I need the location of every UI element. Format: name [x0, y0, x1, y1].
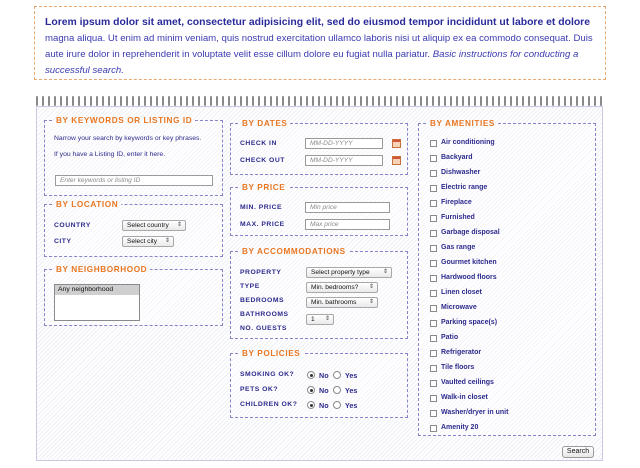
spiral-ring: [600, 96, 602, 106]
amenity-label: Washer/dryer in unit: [441, 409, 509, 416]
intro-instructions: Basic instructions for conducting a successful search.: [45, 49, 579, 76]
amenity-checkbox[interactable]: [430, 140, 437, 147]
amenity-label: Fireplace: [441, 199, 472, 206]
spiral-ring: [594, 96, 596, 106]
spiral-ring: [330, 96, 332, 106]
amenity-checkbox[interactable]: [430, 305, 437, 312]
checkin-label: CHECK IN: [240, 140, 277, 147]
amenity-checkbox[interactable]: [430, 230, 437, 237]
amenity-label: Refrigerator: [441, 349, 482, 356]
bathrooms-value: Min. bathrooms: [311, 299, 357, 306]
smoking-no-radio[interactable]: [307, 371, 315, 379]
bathrooms-label: BATHROOMS: [240, 311, 289, 318]
intro-body: magna aliqua. Ut enim ad minim veniam, quis nostrud exercitation ullamco laboris nisi ut aliquip ex ea commodo consequat. Duis aute irure dolor in reprehenderit in voluptate velit esse cillum dolore eu fugiat nulla pariatur.: [45, 33, 593, 60]
spiral-ring: [492, 96, 494, 106]
spiral-ring: [48, 96, 50, 106]
chevron-updown-icon: ⇕: [382, 269, 388, 275]
chevron-updown-icon: ⇕: [368, 284, 374, 290]
amenity-label: Hardwood floors: [441, 274, 497, 281]
spiral-ring: [258, 96, 260, 106]
spiral-ring: [582, 96, 584, 106]
type-label: TYPE: [240, 283, 260, 290]
spiral-ring: [360, 96, 362, 106]
spiral-ring: [294, 96, 296, 106]
spiral-ring: [96, 96, 98, 106]
amenity-label: Amenity 20: [441, 424, 479, 431]
spiral-ring: [480, 96, 482, 106]
checkout-input[interactable]: MM-DD-YYYY: [305, 155, 383, 166]
pets-no-radio[interactable]: [307, 386, 315, 394]
amenity-label: Garbage disposal: [441, 229, 500, 236]
spiral-ring: [36, 96, 38, 106]
amenity-label: Vaulted ceilings: [441, 379, 494, 386]
spiral-ring: [396, 96, 398, 106]
spiral-ring: [348, 96, 350, 106]
checkout-label: CHECK OUT: [240, 157, 285, 164]
spiral-ring: [378, 96, 380, 106]
spiral-ring: [186, 96, 188, 106]
spiral-ring: [426, 96, 428, 106]
spiral-ring: [588, 96, 590, 106]
spiral-ring: [126, 96, 128, 106]
amenity-label: Furnished: [441, 214, 475, 221]
smoking-label: SMOKING OK?: [240, 371, 295, 378]
amenity-label: Linen closet: [441, 289, 482, 296]
amenity-checkbox[interactable]: [430, 185, 437, 192]
neighborhood-legend: BY NEIGHBORHOOD: [56, 265, 148, 274]
spiral-ring: [66, 96, 68, 106]
amenity-checkbox[interactable]: [430, 290, 437, 297]
intro-lead: Lorem ipsum dolor sit amet, consectetur adipisicing elit, sed do eiusmod tempor incididunt ut labore et dolore: [45, 17, 591, 28]
bathrooms-select[interactable]: [306, 297, 378, 308]
property-label: PROPERTY: [240, 269, 282, 276]
spiral-ring: [270, 96, 272, 106]
amenity-label: Gourmet kitchen: [441, 259, 497, 266]
dates-section: [230, 119, 408, 175]
spiral-ring: [174, 96, 176, 106]
spiral-ring: [246, 96, 248, 106]
smoking-yes-label: Yes: [345, 371, 358, 380]
keywords-section: [44, 116, 223, 196]
amenity-checkbox[interactable]: [430, 395, 437, 402]
price-legend: BY PRICE: [242, 183, 286, 192]
location-section: [44, 200, 223, 257]
spiral-ring: [198, 96, 200, 106]
spiral-ring: [324, 96, 326, 106]
intro-box: [34, 6, 606, 80]
spiral-ring: [180, 96, 182, 106]
min-price-input[interactable]: Min price: [305, 202, 390, 213]
city-select[interactable]: [122, 236, 174, 247]
search-button[interactable]: Search: [562, 446, 594, 458]
keywords-legend: BY KEYWORDS OR LISTING ID: [56, 116, 193, 125]
policies-section: [230, 349, 408, 418]
spiral-ring: [162, 96, 164, 106]
spiral-ring: [486, 96, 488, 106]
spiral-ring: [222, 96, 224, 106]
spiral-ring: [300, 96, 302, 106]
spiral-ring: [78, 96, 80, 106]
spiral-ring: [366, 96, 368, 106]
spiral-ring: [264, 96, 266, 106]
keywords-help-2: If you have a Listing ID, enter it here.: [54, 151, 166, 158]
spiral-ring: [336, 96, 338, 106]
search-panel: [36, 106, 603, 461]
spiral-ring: [504, 96, 506, 106]
accommodations-legend: BY ACCOMMODATIONS: [242, 247, 346, 256]
keywords-help-1: Narrow your search by keywords or key phrases.: [54, 135, 202, 142]
chevron-updown-icon: ⇕: [164, 238, 170, 244]
keywords-input[interactable]: Enter keywords or listing ID: [55, 175, 213, 186]
calendar-icon[interactable]: [392, 156, 401, 165]
amenity-checkbox[interactable]: [430, 245, 437, 252]
smoking-no-label: No: [319, 371, 329, 380]
spiral-ring: [390, 96, 392, 106]
spiral-ring: [558, 96, 560, 106]
spiral-ring: [108, 96, 110, 106]
max-price-label: MAX. PRICE: [240, 221, 285, 228]
pets-no-label: No: [319, 386, 329, 395]
spiral-ring: [546, 96, 548, 106]
spiral-ring: [114, 96, 116, 106]
spiral-ring: [414, 96, 416, 106]
spiral-ring: [72, 96, 74, 106]
city-label: CITY: [54, 238, 72, 245]
spiral-ring: [234, 96, 236, 106]
amenity-label: Tile floors: [441, 364, 475, 371]
pets-label: PETS OK?: [240, 386, 278, 393]
country-label: COUNTRY: [54, 222, 91, 229]
spiral-ring: [276, 96, 278, 106]
price-section: [230, 183, 408, 236]
dates-legend: BY DATES: [242, 119, 288, 128]
spiral-ring: [90, 96, 92, 106]
spiral-ring: [552, 96, 554, 106]
spiral-ring: [384, 96, 386, 106]
spiral-ring: [150, 96, 152, 106]
spiral-ring: [252, 96, 254, 106]
amenity-label: Gas range: [441, 244, 476, 251]
spiral-ring: [474, 96, 476, 106]
spiral-ring: [192, 96, 194, 106]
amenity-checkbox[interactable]: [430, 275, 437, 282]
neighborhood-section: [44, 265, 223, 326]
spiral-ring: [54, 96, 56, 106]
amenity-checkbox[interactable]: [430, 155, 437, 162]
policies-legend: BY POLICIES: [242, 349, 301, 358]
calendar-icon[interactable]: [392, 139, 401, 148]
spiral-ring: [228, 96, 230, 106]
spiral-ring: [432, 96, 434, 106]
amenity-checkbox[interactable]: [430, 335, 437, 342]
spiral-ring: [144, 96, 146, 106]
amenity-label: Electric range: [441, 184, 488, 191]
neighborhood-option[interactable]: Any neighborhood: [55, 285, 139, 295]
spiral-ring: [138, 96, 140, 106]
amenity-checkbox[interactable]: [430, 380, 437, 387]
amenity-label: Patio: [441, 334, 459, 341]
spiral-ring: [168, 96, 170, 106]
amenity-checkbox[interactable]: [430, 410, 437, 417]
neighborhood-listbox[interactable]: [54, 284, 140, 321]
spiral-ring: [210, 96, 212, 106]
spiral-ring: [456, 96, 458, 106]
spiral-ring: [120, 96, 122, 106]
chevron-updown-icon: ⇕: [368, 299, 374, 305]
spiral-ring: [156, 96, 158, 106]
location-legend: BY LOCATION: [56, 200, 119, 209]
spiral-ring: [132, 96, 134, 106]
chevron-updown-icon: ⇕: [324, 316, 330, 322]
spiral-ring: [282, 96, 284, 106]
amenity-checkbox[interactable]: [430, 200, 437, 207]
country-select-value: Select country: [127, 222, 169, 229]
spiral-ring: [462, 96, 464, 106]
spiral-ring: [102, 96, 104, 106]
spiral-ring: [528, 96, 530, 106]
children-yes-radio[interactable]: [333, 401, 341, 409]
spiral-ring: [372, 96, 374, 106]
spiral-ring: [216, 96, 218, 106]
spiral-ring: [438, 96, 440, 106]
amenity-label: Parking space(s): [441, 319, 498, 326]
amenity-label: Air conditioning: [441, 139, 495, 146]
pets-yes-label: Yes: [345, 386, 358, 395]
spiral-ring: [534, 96, 536, 106]
bedrooms-label: BEDROOMS: [240, 297, 285, 304]
spiral-ring: [42, 96, 44, 106]
guests-value: 1: [311, 316, 315, 323]
pets-yes-radio[interactable]: [333, 386, 341, 394]
amenity-checkbox[interactable]: [430, 365, 437, 372]
amenity-checkbox[interactable]: [430, 320, 437, 327]
checkin-input[interactable]: MM-DD-YYYY: [305, 138, 383, 149]
chevron-updown-icon: ⇕: [176, 222, 182, 228]
spiral-ring: [516, 96, 518, 106]
spiral-ring: [318, 96, 320, 106]
spiral-ring: [522, 96, 524, 106]
spiral-ring: [420, 96, 422, 106]
amenity-label: Microwave: [441, 304, 477, 311]
spiral-ring: [540, 96, 542, 106]
spiral-ring: [354, 96, 356, 106]
property-type-select[interactable]: [306, 267, 392, 278]
amenities-legend: BY AMENITIES: [430, 119, 495, 128]
children-no-label: No: [319, 401, 329, 410]
amenity-label: Walk-in closet: [441, 394, 488, 401]
children-label: CHILDREN OK?: [240, 401, 298, 408]
amenity-checkbox[interactable]: [430, 350, 437, 357]
spiral-ring: [60, 96, 62, 106]
spiral-ring: [564, 96, 566, 106]
spiral-ring: [312, 96, 314, 106]
amenity-label: Backyard: [441, 154, 473, 161]
spiral-ring: [342, 96, 344, 106]
spiral-ring: [402, 96, 404, 106]
spiral-ring: [450, 96, 452, 106]
amenities-section: [418, 119, 596, 436]
children-no-radio[interactable]: [307, 401, 315, 409]
spiral-ring: [570, 96, 572, 106]
amenity-checkbox[interactable]: [430, 425, 437, 432]
children-yes-label: Yes: [345, 401, 358, 410]
spiral-ring: [408, 96, 410, 106]
bedrooms-value: Min. bedrooms?: [311, 284, 359, 291]
country-select[interactable]: [122, 220, 186, 231]
spiral-ring: [240, 96, 242, 106]
amenity-checkbox[interactable]: [430, 215, 437, 222]
guests-select[interactable]: [306, 314, 334, 325]
spiral-ring: [84, 96, 86, 106]
spiral-ring: [444, 96, 446, 106]
amenity-checkbox[interactable]: [430, 170, 437, 177]
city-select-value: Select city: [127, 238, 158, 245]
property-type-value: Select property type: [311, 269, 370, 276]
spiral-ring: [576, 96, 578, 106]
amenity-checkbox[interactable]: [430, 260, 437, 267]
min-price-label: MIN. PRICE: [240, 204, 283, 211]
smoking-yes-radio[interactable]: [333, 371, 341, 379]
spiral-ring: [288, 96, 290, 106]
spiral-ring: [468, 96, 470, 106]
accommodations-section: [230, 247, 408, 339]
max-price-input[interactable]: Max price: [305, 219, 390, 230]
spiral-ring: [204, 96, 206, 106]
spiral-ring: [510, 96, 512, 106]
guests-label: NO. GUESTS: [240, 325, 287, 332]
amenity-label: Dishwasher: [441, 169, 481, 176]
spiral-ring: [306, 96, 308, 106]
spiral-ring: [498, 96, 500, 106]
bedrooms-select[interactable]: [306, 282, 378, 293]
